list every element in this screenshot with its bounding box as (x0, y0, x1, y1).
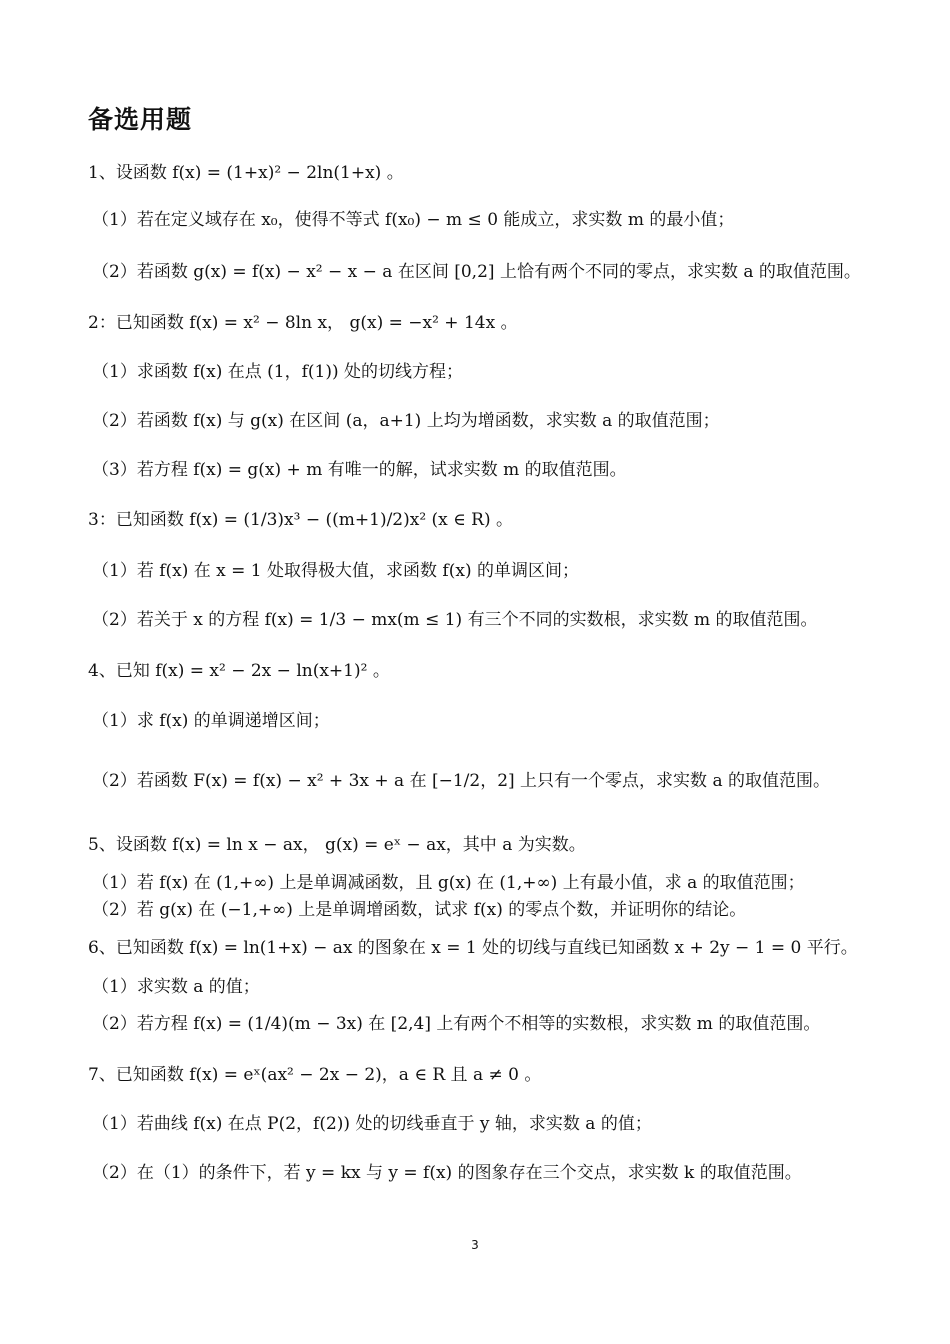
problem-4-part-1: （1）求 f(x) 的单调递增区间； (92, 711, 330, 731)
problem-1-part-1: （1）若在定义域存在 x₀，使得不等式 f(x₀) − m ≤ 0 能成立，求实数 m 的最小值； (92, 210, 735, 230)
problem-2-statement: 2：已知函数 f(x) = x² − 8ln x， g(x) = −x² + 14x 。 (88, 313, 518, 333)
problem-2-part-1: （1）求函数 f(x) 在点 (1，f(1)) 处的切线方程； (92, 362, 464, 382)
problem-3-part-2: （2）若关于 x 的方程 f(x) = 1/3 − mx(m ≤ 1) 有三个不同的实数根，求实数 m 的取值范围。 (92, 610, 818, 630)
page-number: 3 (471, 1238, 479, 1252)
problem-6-part-2: （2）若方程 f(x) = (1/4)(m − 3x) 在 [2,4] 上有两个不相等的实数根，求实数 m 的取值范围。 (92, 1014, 821, 1034)
problem-3-part-1: （1）若 f(x) 在 x = 1 处取得极大值，求函数 f(x) 的单调区间； (92, 561, 579, 581)
problem-6-part-1: （1）求实数 a 的值； (92, 977, 260, 997)
problem-4-part-2: （2）若函数 F(x) = f(x) − x² + 3x + a 在 [−1/2，2] 上只有一个零点，求实数 a 的取值范围。 (92, 771, 830, 791)
problem-4-statement: 4、已知 f(x) = x² − 2x − ln(x+1)² 。 (88, 661, 390, 681)
problem-7-part-1: （1）若曲线 f(x) 在点 P(2，f(2)) 处的切线垂直于 y 轴，求实数 a 的值； (92, 1114, 652, 1134)
problem-7-part-2: （2）在（1）的条件下，若 y = kx 与 y = f(x) 的图象存在三个交点，求实数 k 的取值范围。 (92, 1163, 802, 1183)
problem-2-part-2: （2）若函数 f(x) 与 g(x) 在区间 (a，a+1) 上均为增函数，求实数 a 的取值范围； (92, 411, 720, 431)
problem-5-statement: 5、设函数 f(x) = ln x − ax， g(x) = eˣ − ax，其中 a 为实数。 (88, 835, 586, 855)
problem-5-part-2: （2）若 g(x) 在 (−1,+∞) 上是单调增函数，试求 f(x) 的零点个数，并证明你的结论。 (92, 900, 747, 920)
problem-3-statement: 3：已知函数 f(x) = (1/3)x³ − ((m+1)/2)x² (x ∈ R) 。 (88, 510, 513, 530)
problem-1-statement: 1、设函数 f(x) = (1+x)² − 2ln(1+x) 。 (88, 163, 404, 183)
problem-6-statement: 6、已知函数 f(x) = ln(1+x) − ax 的图象在 x = 1 处的切线与直线已知函数 x + 2y − 1 = 0 平行。 (88, 938, 858, 958)
section-heading: 备选用题 (88, 105, 193, 134)
problem-7-statement: 7、已知函数 f(x) = eˣ(ax² − 2x − 2)，a ∈ R 且 a ≠ 0 。 (88, 1065, 542, 1085)
problem-2-part-3: （3）若方程 f(x) = g(x) + m 有唯一的解，试求实数 m 的取值范围。 (92, 460, 627, 480)
problem-1-part-2: （2）若函数 g(x) = f(x) − x² − x − a 在区间 [0,2] 上恰有两个不同的零点，求实数 a 的取值范围。 (92, 262, 861, 282)
problem-5-part-1: （1）若 f(x) 在 (1,+∞) 上是单调减函数，且 g(x) 在 (1,+∞) 上有最小值，求 a 的取值范围； (92, 873, 805, 893)
